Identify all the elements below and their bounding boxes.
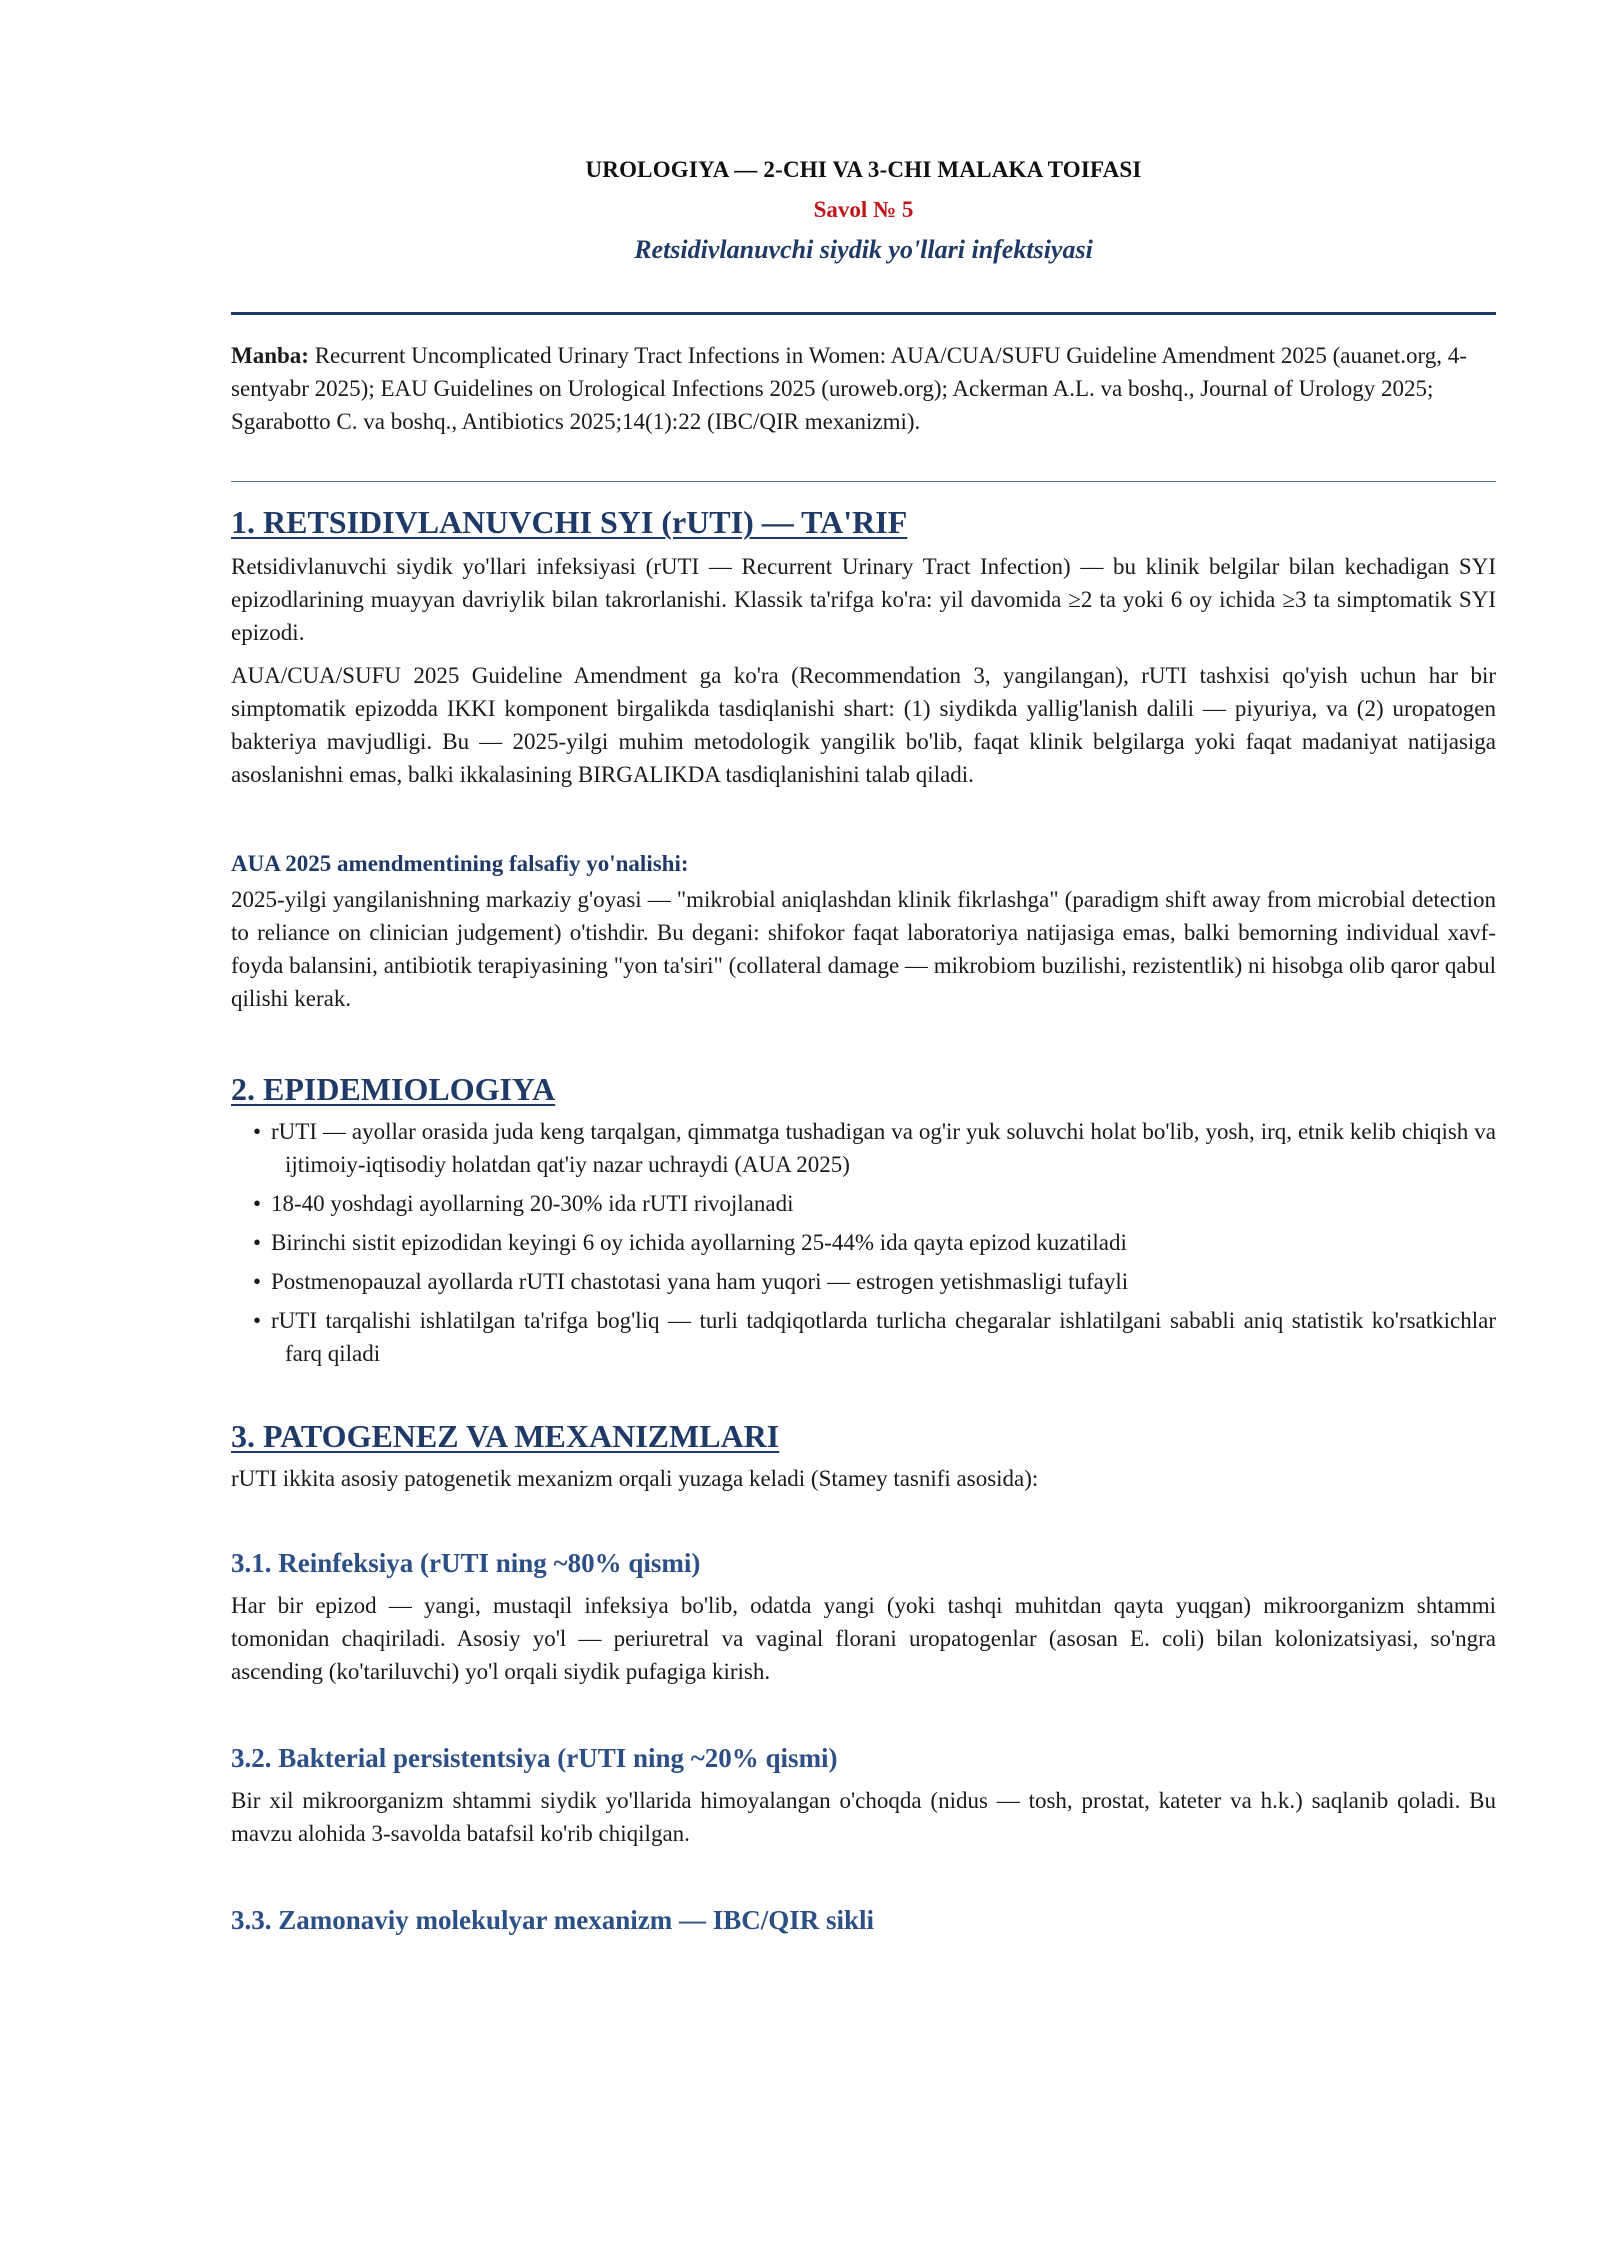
list-item: • 18-40 yoshdagi ayollarning 20-30% ida rUTI rivojlanadi <box>231 1187 1496 1220</box>
section-1-heading: 1. RETSIDIVLANUVCHI SYI (rUTI) — TA'RIF <box>231 504 908 540</box>
bullet-icon: • <box>253 1119 262 1144</box>
list-item: • rUTI — ayollar orasida juda keng tarqalgan, qimmatga tushadigan va og'ir yuk soluvchi holat bo'lib, yosh, irq, etnik kelib chiqish va ijtimoiy-iqtisodiy holatdan qat'iy nazar uchraydi (AUA 2025) <box>231 1115 1496 1181</box>
question-topic: Retsidivlanuvchi siydik yo'llari infektsiyasi <box>634 235 1093 264</box>
epidemiology-list <box>231 1115 1496 1370</box>
section-3-intro: rUTI ikkita asosiy patogenetik mexanizm orqali yuzaga keladi (Stamey tasnifi asosida): <box>231 1466 1039 1491</box>
section-2-heading: 2. EPIDEMIOLOGIYA <box>231 1071 556 1107</box>
bullet-icon: • <box>253 1191 262 1216</box>
section-3-2-heading: 3.2. Bakterial persistentsiya (rUTI ning ~20% qismi) <box>231 1743 838 1773</box>
exam-title: UROLOGIYA — 2-CHI VA 3-CHI MALAKA TOIFASI <box>585 157 1142 182</box>
source-label: Manba: <box>231 343 309 368</box>
list-item: • Birinchi sistit epizodidan keyingi 6 oy ichida ayollarning 25-44% ida qayta epizod kuzatiladi <box>231 1226 1496 1259</box>
source-text: Recurrent Uncomplicated Urinary Tract Infections in Women: AUA/CUA/SUFU Guideline Amendment 2025 (auanet.org, 4-sentyabr 2025); EAU Guidelines on Urological Infections 2025 (uroweb.org); Ackerman A.L. va boshq., Journal of Urology 2025; Sgarabotto C. va boshq., Antibiotics 2025;14(1):22 (IBC/QIR mexanizmi). <box>231 343 1467 434</box>
section-3-heading: 3. PATOGENEZ VA MEXANIZMLARI <box>231 1418 780 1454</box>
section-3-3-heading: 3.3. Zamonaviy molekulyar mexanizm — IBC/QIR sikli <box>231 1905 875 1935</box>
header-divider <box>231 312 1496 315</box>
document-page <box>231 150 1496 1940</box>
list-item: • rUTI tarqalishi ishlatilgan ta'rifga bog'liq — turli tadqiqotlarda turlicha chegaralar ishlatilgani sababli aniq statistik ko'rsatkichlar farq qiladi <box>231 1304 1496 1370</box>
question-number: Savol № 5 <box>813 197 914 222</box>
section-1-paragraph-3: 2025-yilgi yangilanishning markaziy g'oyasi — "mikrobial aniqlashdan klinik fikrlashga" (paradigm shift away from microbial detection to reliance on clinician judgement) o'tishdir. Bu degani: shifokor faqat laboratoriya natijasiga emas, balki bemorning individual xavf-foyda balansini, antibiotik terapiyasining "yon ta'siri" (collateral damage — mikrobiom buzilishi, rezistentlik) ni hisobga olib qaror qabul qilishi kerak. <box>231 887 1496 1011</box>
section-1-subheading: AUA 2025 amendmentining falsafiy yo'nalishi: <box>231 851 689 876</box>
bullet-icon: • <box>253 1308 262 1333</box>
section-3-1-text: Har bir epizod — yangi, mustaqil infeksiya bo'lib, odatda yangi (yoki tashqi muhitdan qayta yuqgan) mikroorganizm shtammi tomonidan chaqiriladi. Asosiy yo'l — periuretral va vaginal florani uropatogenlar (asosan E. coli) bilan kolonizatsiyasi, so'ngra ascending (ko'tariluvchi) yo'l orqali siydik pufagiga kirish. <box>231 1593 1496 1684</box>
list-item: • Postmenopauzal ayollarda rUTI chastotasi yana ham yuqori — estrogen yetishmasligi tufayli <box>231 1265 1496 1298</box>
section-3-2-text: Bir xil mikroorganizm shtammi siydik yo'llarida himoyalangan o'choqda (nidus — tosh, prostat, kateter va h.k.) saqlanib qoladi. Bu mavzu alohida 3-savolda batafsil ko'rib chiqilgan. <box>231 1788 1496 1846</box>
section-1-paragraph-1: Retsidivlanuvchi siydik yo'llari infeksiyasi (rUTI — Recurrent Urinary Tract Infection) — bu klinik belgilar bilan kechadigan SYI epizodlarining muayyan davriylik bilan takrorlanishi. Klassik ta'rifga ko'ra: yil davomida ≥2 ta yoki 6 oy ichida ≥3 ta simptomatik SYI epizodi. <box>231 554 1496 645</box>
bullet-icon: • <box>253 1269 262 1294</box>
source-block <box>231 339 1496 438</box>
section-3-1-heading: 3.1. Reinfeksiya (rUTI ning ~80% qismi) <box>231 1548 701 1578</box>
document-header <box>231 150 1496 270</box>
section-1-paragraph-2: AUA/CUA/SUFU 2025 Guideline Amendment ga ko'ra (Recommendation 3, yangilangan), rUTI tashxisi qo'yish uchun har bir simptomatik epizodda IKKI komponent birgalikda tasdiqlanishi shart: (1) siydikda yallig'lanish dalili — piyuriya, va (2) uropatogen bakteriya mavjudligi. Bu — 2025-yilgi muhim metodologik yangilik bo'lib, faqat klinik belgilarga yoki faqat madaniyat natijasiga asoslanishni emas, balki ikkalasining BIRGALIKDA tasdiqlanishini talab qiladi. <box>231 663 1496 787</box>
bullet-icon: • <box>253 1230 262 1255</box>
source-divider <box>231 481 1496 482</box>
